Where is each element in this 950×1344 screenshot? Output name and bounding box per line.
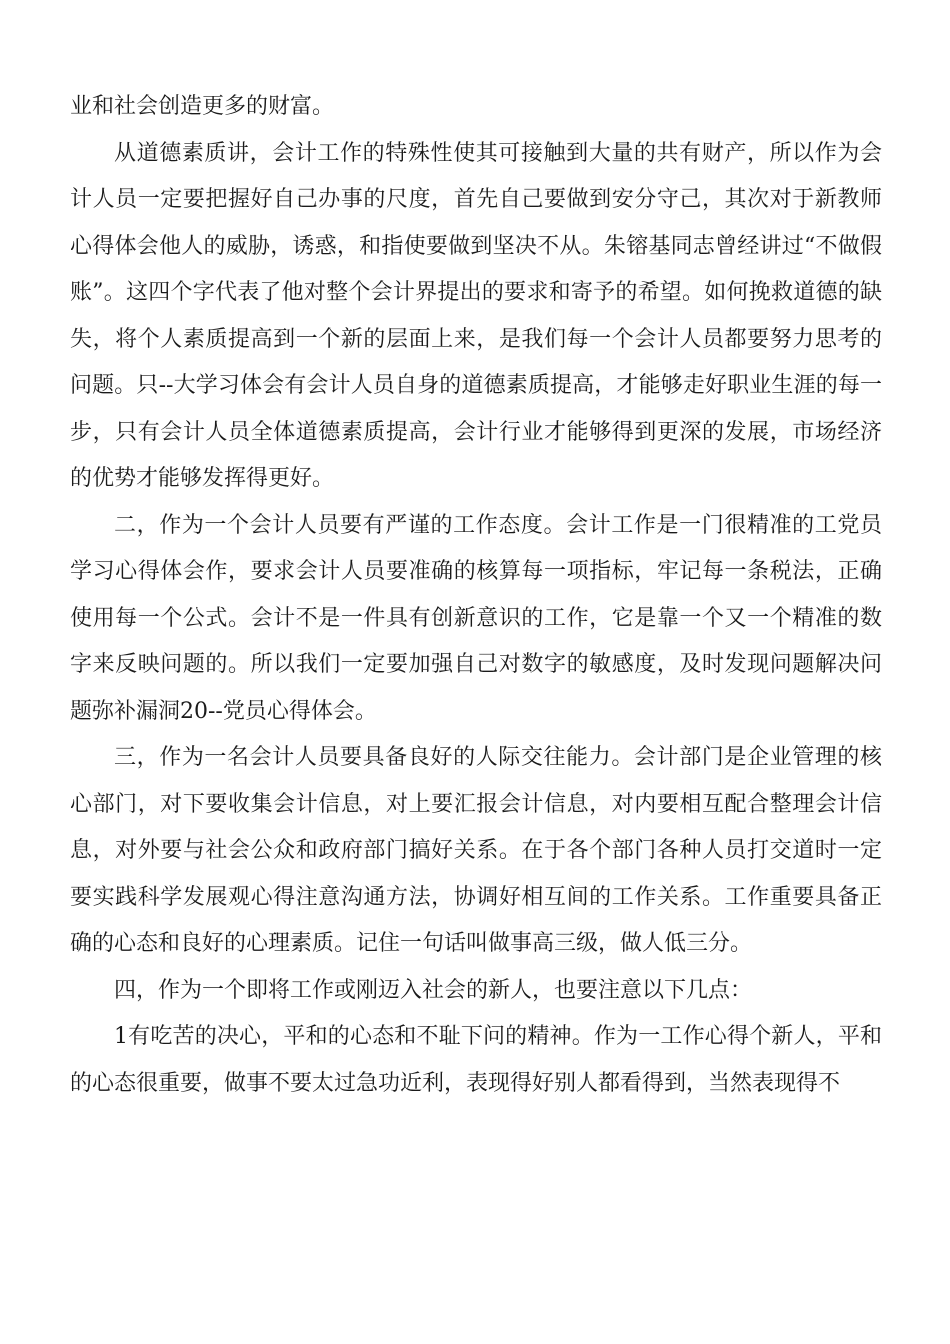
paragraph-1: 业和社会创造更多的财富。 bbox=[70, 94, 335, 119]
paragraph-4: 三，作为一名会计人员要具备良好的人际交往能力。会计部门是企业管理的核心部门，对下要收集会计信息，对上要汇报会计信息，对内要相互配合整理会计信息，对外要与社会公众和政府部门搞好关系。在于各个部门各种人员打交道时一定要实践科学发展观心得注意沟通方法，协调好相互间的工作关系。工作重要具备正确的心态和良好的心理素质。记住一句话叫做事高三级，做人低三分。 bbox=[70, 745, 882, 956]
paragraph-5: 四，作为一个即将工作或刚迈入社会的新人，也要注意以下几点： bbox=[114, 977, 753, 1003]
paragraph-3: 二，作为一个会计人员要有严谨的工作态度。会计工作是一门很精准的工党员学习心得体会作，要求会计人员要准确的核算每一项指标，牢记每一条税法，正确使用每一个公式。会计不是一件具有创新意识的工作，它是靠一个又一个精准的数字来反映问题的。所以我们一定要加强自己对数字的敏感度，及时发现问题解决问题弥补漏洞20--党员心得体会。 bbox=[70, 512, 882, 724]
paragraph-2: 从道德素质讲，会计工作的特殊性使其可接触到大量的共有财产，所以作为会计人员一定要把握好自己办事的尺度，首先自己要做到安分守己，其次对于新教师心得体会他人的威胁，诱惑，和指使要做到坚决不从。朱镕基同志曾经讲过“不做假账”。这四个字代表了他对整个会计界提出的要求和寄予的希望。如何挽救道德的缺失，将个人素质提高到一个新的层面上来，是我们每一个会计人员都要努力思考的问题。只--大学习体会有会计人员自身的道德素质提高，才能够走好职业生涯的每一步，只有会计人员全体道德素质提高，会计行业才能够得到更深的发展，市场经济的优势才能够发挥得更好。 bbox=[70, 140, 882, 491]
document-body bbox=[70, 84, 882, 1107]
paragraph-6: 1有吃苦的决心，平和的心态和不耻下问的精神。作为一工作心得个新人，平和的心态很重要，做事不要太过急功近利，表现得好别人都看得到，当然表现得不 bbox=[70, 1024, 882, 1096]
